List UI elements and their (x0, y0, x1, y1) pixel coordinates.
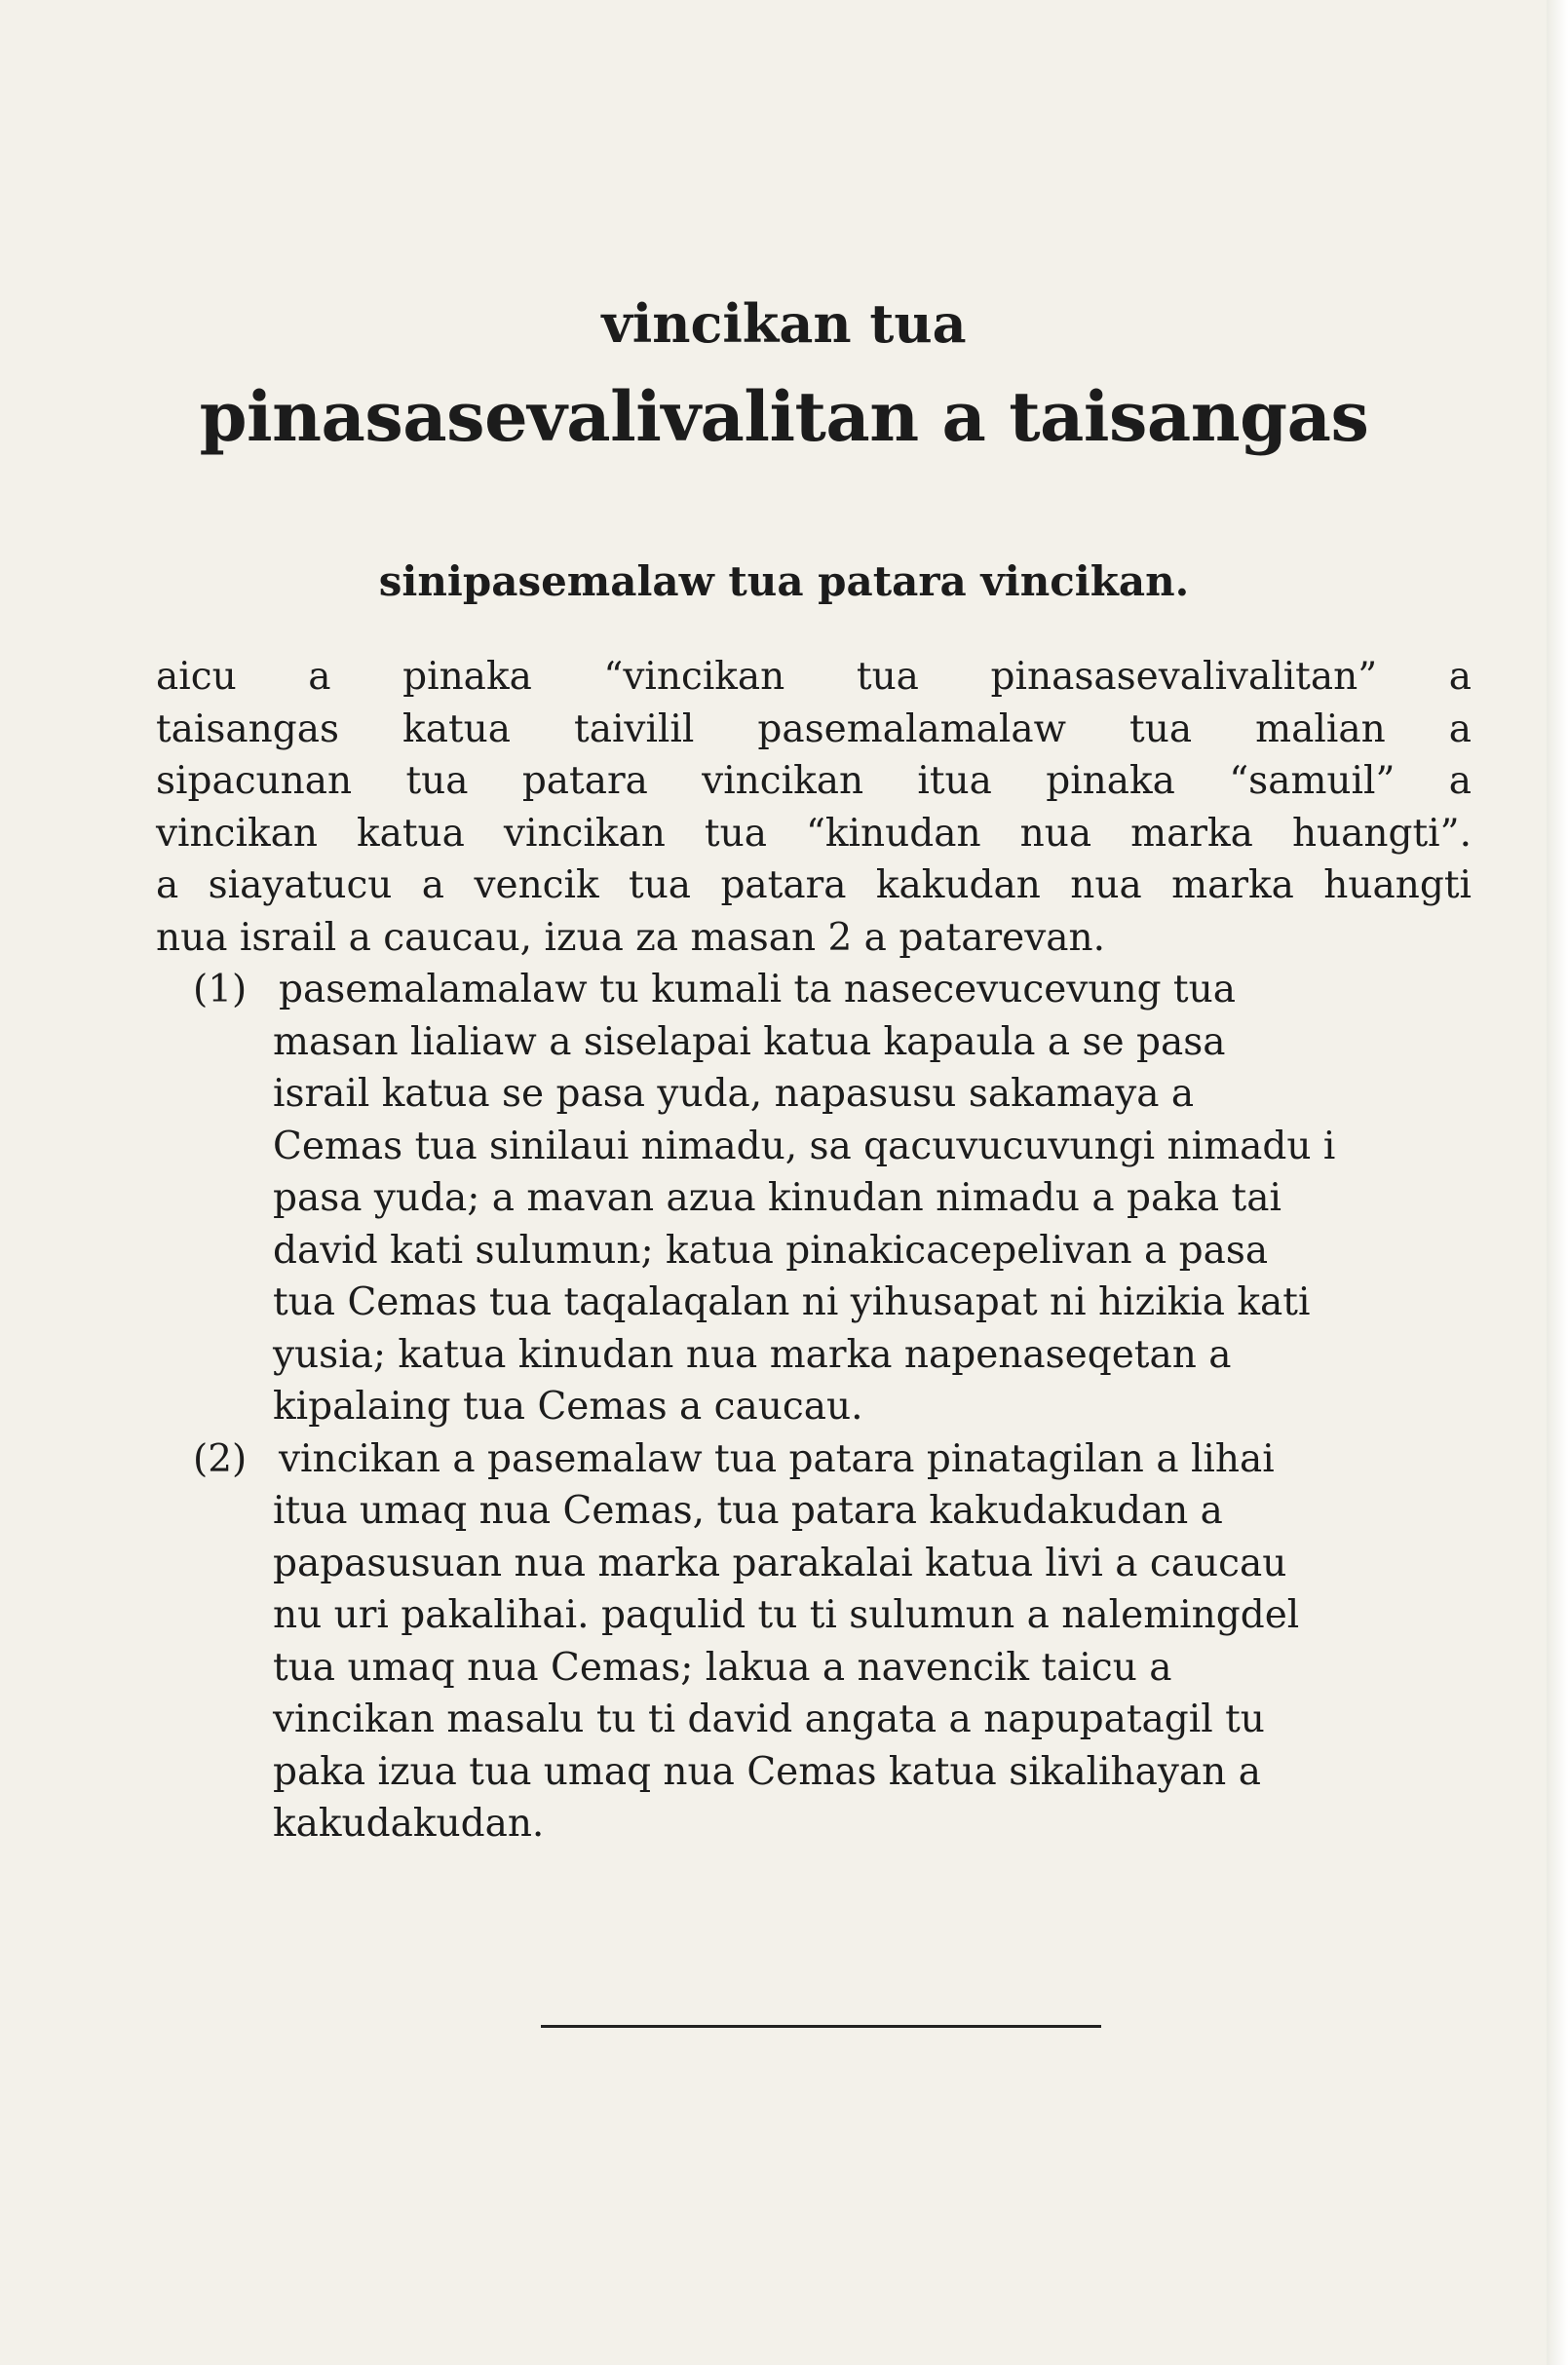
text-line: a siayatucu a vencik tua patara kakudan nua marka huangti (156, 863, 1472, 907)
text-line: papasusuan nua marka parakalai katua livi a caucau (273, 1541, 1287, 1585)
text-line: vincikan masalu tu ti david angata a napupatagil tu (273, 1697, 1265, 1741)
text-line: taisangas katua taivilil pasemalamalaw tua malian a (156, 706, 1472, 751)
text-line: nu uri pakalihai. paqulid tu ti sulumun a nalemingdel (273, 1593, 1300, 1637)
text-line: kakudakudan. (273, 1802, 545, 1846)
item-text: pasemalamalaw tu kumali ta nasecevucevung tua (279, 968, 1236, 1011)
item-text: vincikan a pasemalaw tua patara pinatagilan a lihai (279, 1436, 1275, 1481)
section-heading: sinipasemalaw tua patara vincikan. (378, 557, 1190, 605)
item-number: (2) (193, 1436, 248, 1481)
list-item (156, 1433, 1472, 1850)
text-line: israil katua se pasa yuda, napasusu sakamaya a (273, 1072, 1195, 1116)
text-line: tua umaq nua Cemas; lakua a navencik taicu a (273, 1645, 1172, 1690)
text-line: aicu a pinaka “vincikan tua pinasasevalivalitan” a (156, 655, 1472, 699)
chapter-title-large: pinasasevalivalitan a taisangas (199, 376, 1369, 457)
text-line: pasa yuda; a mavan azua kinudan nimadu a paka tai (273, 1176, 1281, 1220)
text-line (156, 1433, 1472, 1486)
text-line: tua Cemas tua taqalaqalan ni yihusapat ni hizikia kati (273, 1280, 1311, 1324)
list-item (156, 964, 1472, 1433)
text-line: sipacunan tua patara vincikan itua pinaka “samuil” a (156, 759, 1472, 803)
page-edge (1547, 0, 1568, 2365)
chapter-title-small: vincikan tua (601, 292, 967, 355)
text-line: masan lialiaw a siselapai katua kapaula a se pasa (273, 1019, 1226, 1064)
text-line: nua israil a caucau, izua za masan 2 a patarevan. (156, 915, 1105, 960)
text-line: vincikan katua vincikan tua “kinudan nua marka huangti”. (156, 811, 1472, 856)
section-divider (541, 2025, 1101, 2028)
text-line: paka izua tua umaq nua Cemas katua sikalihayan a (273, 1749, 1261, 1794)
text-line: yusia; katua kinudan nua marka napenaseqetan a (273, 1332, 1232, 1377)
text-line: david kati sulumun; katua pinakicacepelivan a pasa (273, 1228, 1269, 1273)
text-line: kipalaing tua Cemas a caucau. (273, 1385, 863, 1429)
text-line: itua umaq nua Cemas, tua patara kakudakudan a (273, 1489, 1223, 1533)
text-line: Cemas tua sinilaui nimadu, sa qacuvucuvungi nimadu i (273, 1124, 1336, 1168)
body-text (156, 651, 1472, 1850)
text-line (156, 964, 1472, 1016)
intro-paragraph (156, 651, 1472, 964)
item-number: (1) (193, 968, 248, 1011)
